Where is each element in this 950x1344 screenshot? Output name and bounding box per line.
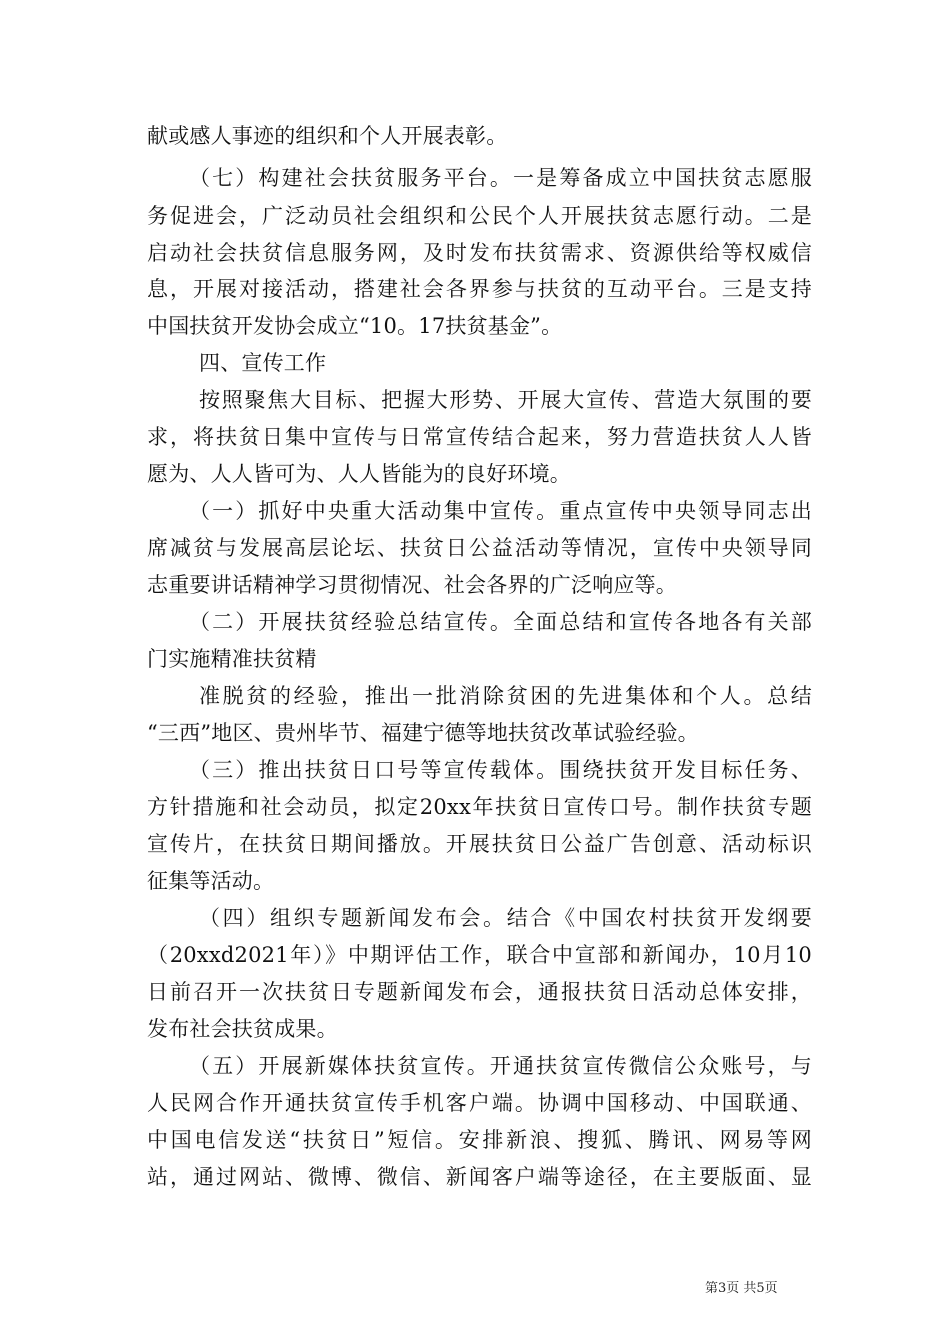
text-line: 席减贫与发展高层论坛、扶贫日公益活动等情况，宣传中央领导同 [147,536,812,560]
text-line: 征集等活动。 [147,869,275,893]
text-line: 发布社会扶贫成果。 [147,1017,338,1041]
text-line: （三）推出扶贫日口号等宣传载体。围绕扶贫开发目标任务、 [189,758,812,782]
text-line: 门实施精准扶贫精 [147,647,317,671]
text-line: 站，通过网站、微博、微信、新闻客户端等途径，在主要版面、显 [147,1165,812,1189]
text-line: （一）抓好中央重大活动集中宣传。重点宣传中央领导同志出 [189,499,812,523]
text-line: 宣传片，在扶贫日期间播放。开展扶贫日公益广告创意、活动标识 [147,832,812,856]
text-line: “三西”地区、贵州毕节、福建宁德等地扶贫改革试验经验。 [147,721,699,745]
text-line: 准脱贫的经验，推出一批消除贫困的先进集体和个人。总结 [199,684,812,708]
text-line: 方针措施和社会动员，拟定20xx年扶贫日宣传口号。制作扶贫专题 [147,795,812,819]
text-line: （20xxd2021年）》中期评估工作，联合中宣部和新闻办，10月10 [147,943,812,967]
text-line: 按照聚焦大目标、把握大形势、开展大宣传、营造大氛围的要 [199,388,812,412]
text-line: 人民网合作开通扶贫宣传手机客户端。协调中国移动、中国联通、 [147,1091,812,1115]
text-line: （五）开展新媒体扶贫宣传。开通扶贫宣传微信公众账号，与 [189,1054,812,1078]
text-line: 献或感人事迹的组织和个人开展表彰。 [147,124,508,148]
text-line: 求，将扶贫日集中宣传与日常宣传结合起来，努力营造扶贫人人皆 [147,425,812,449]
text-line: （二）开展扶贫经验总结宣传。全面总结和宣传各地各有关部 [189,610,812,634]
text-line: 中国扶贫开发协会成立“10。17扶贫基金”。 [147,314,563,338]
text-line: 志重要讲话精神学习贯彻情况、社会各界的广泛响应等。 [147,573,677,597]
text-line: （四）组织专题新闻发布会。结合《中国农村扶贫开发纲要 [199,906,812,930]
text-line: （七）构建社会扶贫服务平台。一是筹备成立中国扶贫志愿服 [189,166,812,190]
text-line: 息，开展对接活动，搭建社会各界参与扶贫的互动平台。三是支持 [147,277,812,301]
text-line: 中国电信发送“扶贫日”短信。安排新浪、搜狐、腾讯、网易等网 [147,1128,812,1152]
text-line: 日前召开一次扶贫日专题新闻发布会，通报扶贫日活动总体安排， [147,980,812,1004]
text-line: 务促进会，广泛动员社会组织和公民个人开展扶贫志愿行动。二是 [147,204,812,228]
text-line: 愿为、人人皆可为、人人皆能为的良好环境。 [147,462,571,486]
text-line: 启动社会扶贫信息服务网，及时发布扶贫需求、资源供给等权威信 [147,241,812,265]
page-number: 第3页 共5页 [705,1281,778,1296]
section-heading: 四、宣传工作 [199,351,327,375]
